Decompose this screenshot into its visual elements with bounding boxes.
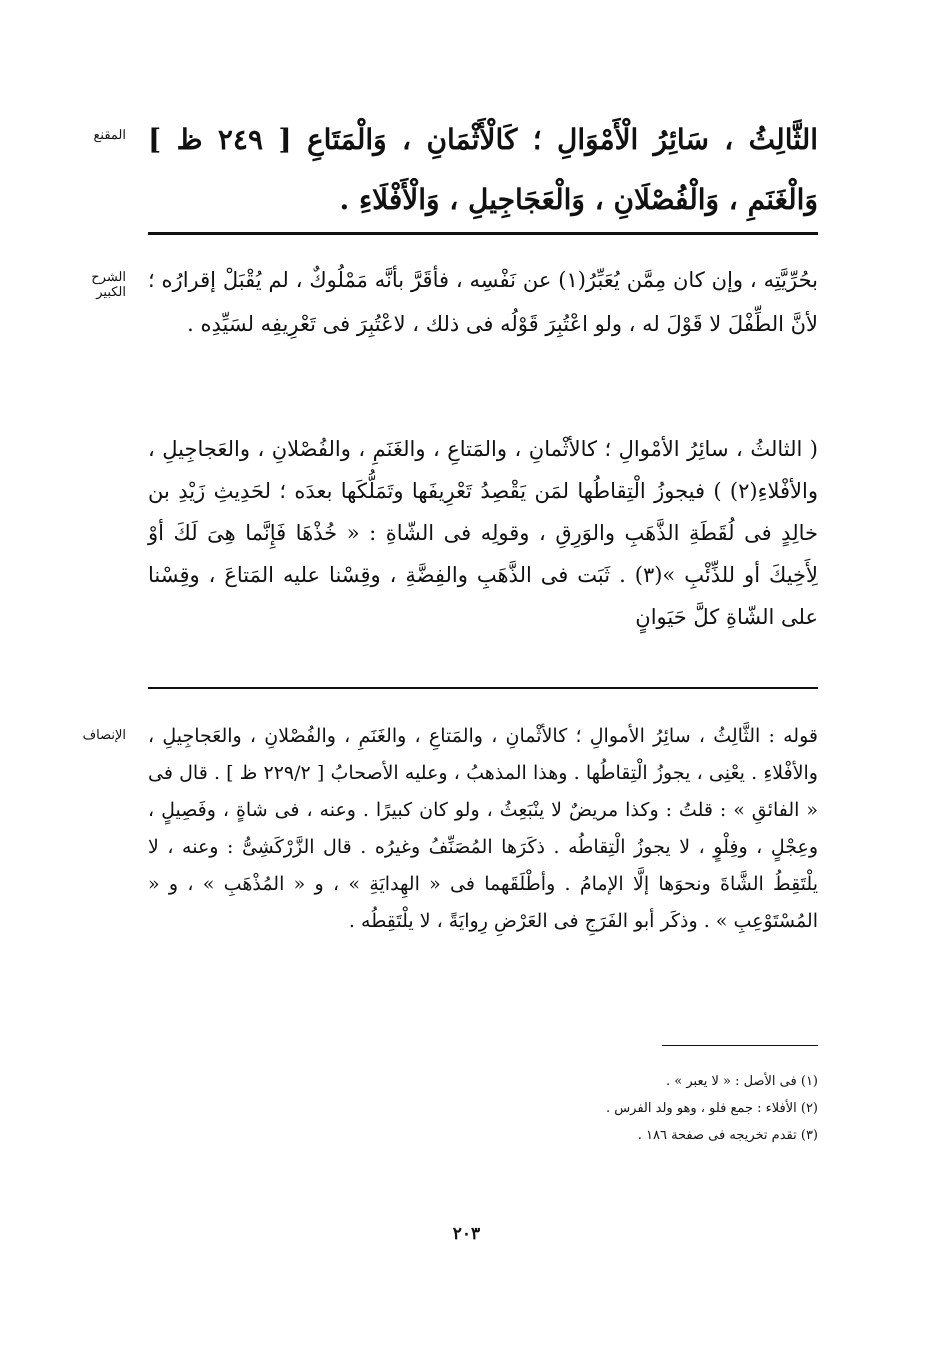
muqni-text-block (148, 110, 818, 230)
sharh-paragraph-1 (148, 258, 818, 346)
section-divider (148, 687, 818, 689)
sharh-label: الشرح الكبير (91, 270, 126, 300)
footnote-3: (٣) تقدم تخريجه فى صفحة ١٨٦ . (637, 1128, 818, 1143)
page-number: ٢٠٣ (452, 1224, 481, 1244)
insaf-text: قوله : الثَّالِثُ ، سائِرُ الأموالِ ؛ كالأثْمانِ ، والمَتاعِ ، والغَنَمِ ، والفُصْلانِ ، والعَجاجِيلِ ، والأفْلاءِ . يعْنِى ، يجوزُ الْتِقاطُها . وهذا المذهبُ ، وعليه الأصحابُ [ ٢٢٩/٢ ظ ] . قال فى « الفائقِ » : قلتُ : وكذا مريضٌ لا ينْبَعِثُ ، ولو كان كبيرًا . وعنه ، فى شاةٍ ، وفَصِيلٍ ، وعِجْلٍ ، وفِلْوٍ ، لا يجوزُ الْتِقاطُه . ذكَرَها المُصَنِّفُ وغيرُه . قال الزَّرْكَشِىُّ : وعنه ، لا يلْتَقِطُ الشَّاةَ ونحوَها إلَّا الإمامُ . وأطْلَقَهما فى « الهِدايَةِ » ، و « المُذْهَبِ » ، و « المُسْتَوْعِبِ » . وذكَر أبو الفَرَجِ فى العَرْضِ رِوايَةً ، لا يلْتَقِطُه . (148, 725, 818, 932)
footnote-1: (١) فى الأصل : « لا يعبر » . (666, 1074, 818, 1089)
sharh-text-2: ( الثالثُ ، سائِرُ الأمْوالِ ؛ كالأثْمانِ ، والمَتاعِ ، والغَنَمِ ، والفُصْلانِ ، والعَجاجِيلِ ، والأفْلاءِ(٢) ) فيجوزُ الْتِقاطُها لمَن يَقْصِدُ تَعْرِيفَها وتَمَلُّكَها بعدَه ؛ لحَدِيثِ زَيْدِ بن خالِدٍ فى لُقَطَةِ الذَّهَبِ والوَرِقِ ، وقولِه فى الشّاةِ : « خُذْهَا فَإِنَّما هِىَ لَكَ أوْ لِأَخِيكَ أو للذِّئْبِ »(٣) . ثَبَت فى الذَّهَبِ والفِضَّةِ ، وقِسْنا عليه المَتاعَ ، وقِسْنا على الشّاةِ كلَّ حَيَوانٍ (148, 437, 818, 629)
insaf-label: الإنصاف (82, 728, 126, 743)
footnotes (380, 1068, 818, 1149)
insaf-text-block (148, 718, 818, 940)
muqni-label: المقنع (93, 128, 126, 143)
sharh-text-1: بحُرِّيَّتِه ، وإن كان مِمَّن يُعَبِّرُ(١) عن نَفْسِه ، فأقَرَّ بأنَّه مَمْلُوكٌ ، لم يُقْبَلْ إقرارُه ؛ لأنَّ الطِّفْلَ لا قَوْلَ له ، ولو اعْتُبِرَ قَوْلُه فى ذلك ، لاعْتُبِرَ فى تَعْرِيفِه لسَيِّدِه . (148, 268, 818, 336)
muqni-text: الثَّالِثُ ، سَائِرُ الْأَمْوَالِ ؛ كَالْأَثْمَانِ ، وَالْمَتَاعِ [ ٢٤٩ ظ ] وَالْغَنَمِ ، وَالْفُصْلَانِ ، وَالْعَجَاجِيلِ ، وَالْأَفْلَاءِ . (148, 123, 818, 216)
section-divider (148, 232, 818, 235)
sharh-paragraph-2 (148, 428, 818, 638)
footnote-divider (662, 1045, 818, 1046)
footnote-2: (٢) الأفلاء : جمع فلو ، وهو ولد الفرس . (606, 1101, 818, 1116)
